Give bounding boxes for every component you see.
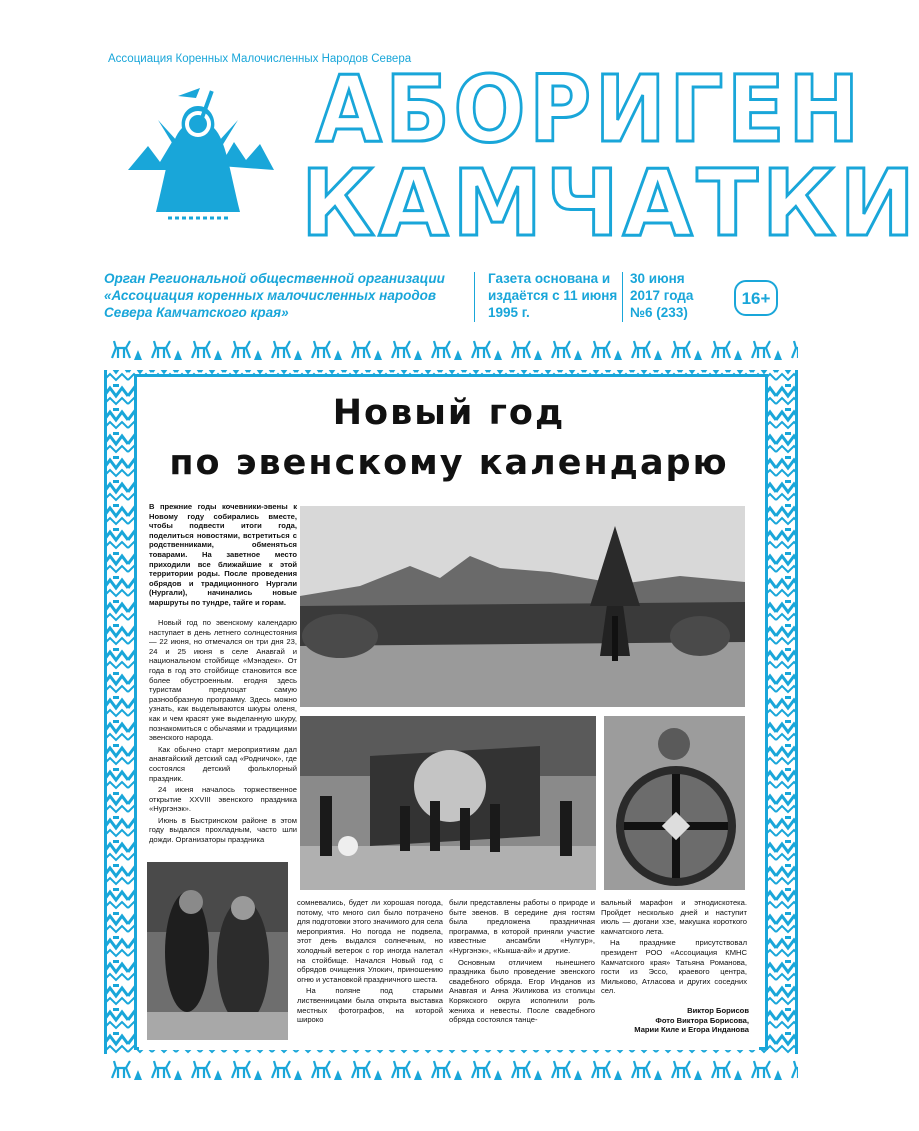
issue-year: 2017 года: [630, 288, 694, 303]
article-lead: В прежние годы кочевники-эвены к Новому году собирались вместе, чтобы подвести итоги года, поделиться новостями, встретиться с родственниками, обменяться товарами. На заветное место приходили все ближайшие к этой территории роды. После проведения обрядов и традиционного Нургэли (Нургали), начинались новые маршруты по тундре, тайге и горам.: [149, 502, 297, 607]
photo-stage-performance: [300, 716, 596, 890]
landscape-image: [300, 506, 745, 707]
paragraph: Июнь в Быстринском районе в этом году выдался прохладным, часто шли дожди. Организаторы праздника: [149, 815, 297, 845]
divider: [474, 272, 475, 322]
headline-line-2: по эвенскому календарю: [169, 443, 729, 483]
photo-credit: Марии Киле и Егора Инданова: [634, 1025, 749, 1035]
drum-image: [604, 716, 745, 890]
stage-image: [300, 716, 596, 890]
divider: [622, 272, 623, 322]
paragraph: Новый год по эвенскому календарю наступает в день летнего солнцестояния — 22 июня, но отмечался он три дня 23, 24 и 25 июня в селе Анавгай и национальном стойбище «Мэнэдек». От года в год это стойбище становится все более обустроенным. егодня здесь туристам предлоцат самую разнообразную программу. Здесь можно узнать, как выделываются шкуры оленя, как и чем красят уже выделанную шкуру, познакомиться с обычаями и традициями эвенского народа.: [149, 618, 297, 743]
article-column-3: [449, 898, 595, 1027]
issue-date: 30 июня: [630, 271, 685, 286]
logo-emblem: [108, 53, 412, 252]
dancers-image: [147, 862, 288, 1040]
article-credits: [599, 1006, 749, 1035]
publisher-info: Орган Региональной общественной организации «Ассоциация коренных малочисленных народов Севера Камчатского края»: [104, 271, 445, 320]
paragraph: вальный марафон и этнодискотека. Пройдет несколько дней и наступит июль — дюгани хэе, макушка короткого камчатского лета.: [601, 898, 747, 936]
age-rating-badge: 16+: [734, 280, 778, 316]
issue-number: №6 (233): [630, 305, 688, 320]
association-logo: [108, 53, 412, 252]
article-area: [139, 378, 759, 1050]
author-name: Виктор Борисов: [687, 1006, 749, 1015]
logo-ring-text: Ассоциация Коренных Малочисленных Народов Севера: [108, 53, 412, 65]
article-headline: [139, 388, 759, 488]
headline-line-1: Новый год: [332, 393, 566, 433]
title-line-2: КАМЧАТКИ: [301, 150, 919, 257]
photo-credit: Фото Виктора Борисова,: [655, 1015, 749, 1025]
article-column-4: [601, 898, 747, 998]
paragraph: Основным отличием нынешнего праздника было проведение эвенского свадебного обряда. Егор Инданов из Анавгая и Анна Жиликова из столицы Корякского округа исполнили роль жениха и невесты. После свадебного обряда состоялся танце-: [449, 957, 595, 1025]
paragraph: На празднике присутствовал президент РОО «Ассоциация КМНС Камчатского края» Татьяна Романова, гости из Эссо, краевого центра, Мильково, Атласова и других соседних сел.: [601, 938, 747, 996]
issue-info: [630, 270, 730, 321]
paragraph: Как обычно старт мероприятиям дал анавгайский детский сад «Родничок», где состоялся детский фольклорный праздник.: [149, 744, 297, 783]
paragraph: 24 июня началось торжественное открытие XXVIII эвенского праздника «Нургэнэк».: [149, 785, 297, 814]
paragraph: были представлены работы о природе и быте эвенов. В середине дня гостям была предложена праздничная программа, в которой приняли участие известные ансамбли «Нулгур», «Нургэнэк», «Кыкша-ай» и другие.: [449, 898, 595, 955]
article-column-1: [149, 618, 297, 847]
masthead-info-row: [104, 270, 804, 330]
paragraph: сомневались, будет ли хорошая погода, потому, что много сил было потрачено для подготовки этого значимого для села мероприятия. Но погода не подвела, этот день выдался солнечным, но холодный ветерок с гор иногда налетал на стойбище. Начался Новый год с обрядов очищения Улокич, приношению огню и установкой праздничного шеста.: [297, 898, 443, 984]
photo-landscape: [300, 506, 745, 707]
newspaper-title: [296, 56, 919, 257]
founded-info: Газета основана и издаётся с 11 июня 1995 г.: [488, 271, 618, 320]
photo-drum-person: [604, 716, 745, 890]
paragraph: На поляне под старыми лиственницами была открыта выставка местных фотографов, на которой широко: [297, 986, 443, 1025]
article-column-2: [297, 898, 443, 1027]
title-line-1: АБОРИГЕН: [316, 56, 863, 163]
photo-dancers: [147, 862, 288, 1040]
